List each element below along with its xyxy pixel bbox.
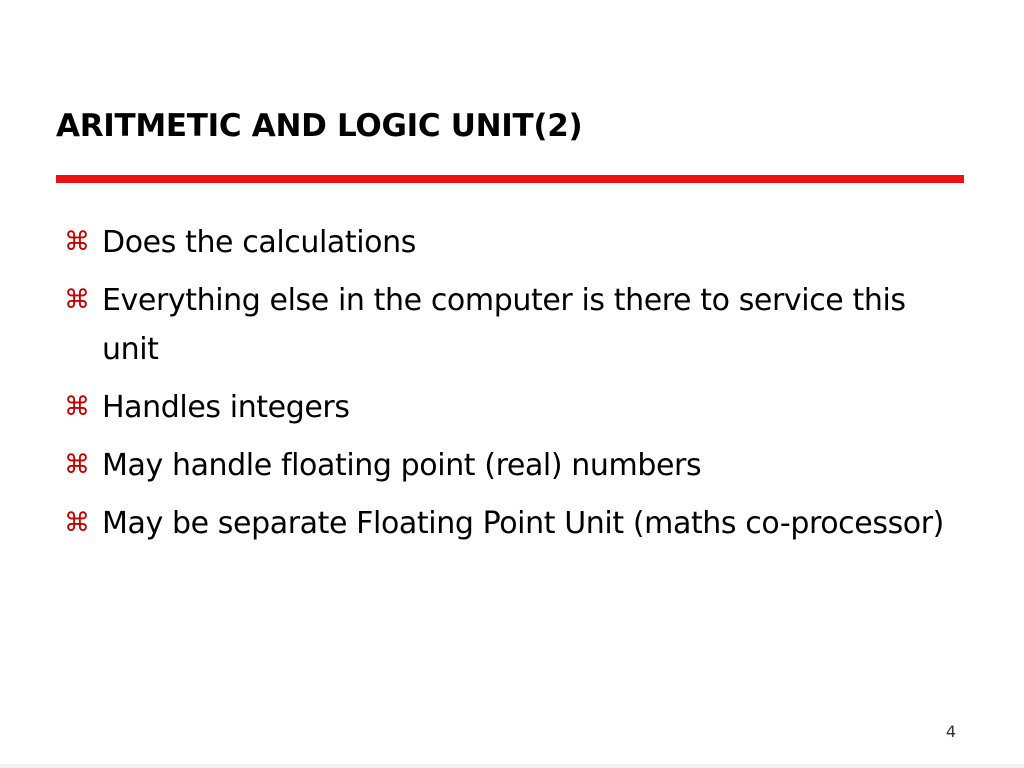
command-key-icon: ⌘ bbox=[64, 450, 90, 480]
bullet-list bbox=[64, 218, 944, 557]
bullet-item bbox=[64, 276, 944, 374]
command-key-icon: ⌘ bbox=[64, 285, 90, 315]
bullet-text: Handles integers bbox=[102, 390, 350, 425]
bullet-item bbox=[64, 383, 944, 432]
bullet-text: May be separate Floating Point Unit (maths co-processor) bbox=[102, 506, 944, 541]
bullet-text: Does the calculations bbox=[102, 225, 416, 260]
command-key-icon: ⌘ bbox=[64, 392, 90, 422]
bullet-item bbox=[64, 441, 944, 490]
command-key-icon: ⌘ bbox=[64, 227, 90, 257]
bullet-item bbox=[64, 499, 944, 548]
title-underline-rule bbox=[56, 175, 964, 183]
bullet-text: May handle floating point (real) numbers bbox=[102, 448, 702, 483]
bullet-text: Everything else in the computer is there to service this unit bbox=[102, 283, 906, 367]
page-number: 4 bbox=[945, 722, 956, 741]
slide-title: ARITMETIC AND LOGIC UNIT(2) bbox=[56, 108, 583, 144]
slide-bottom-edge bbox=[0, 764, 1024, 768]
bullet-item bbox=[64, 218, 944, 267]
command-key-icon: ⌘ bbox=[64, 508, 90, 538]
